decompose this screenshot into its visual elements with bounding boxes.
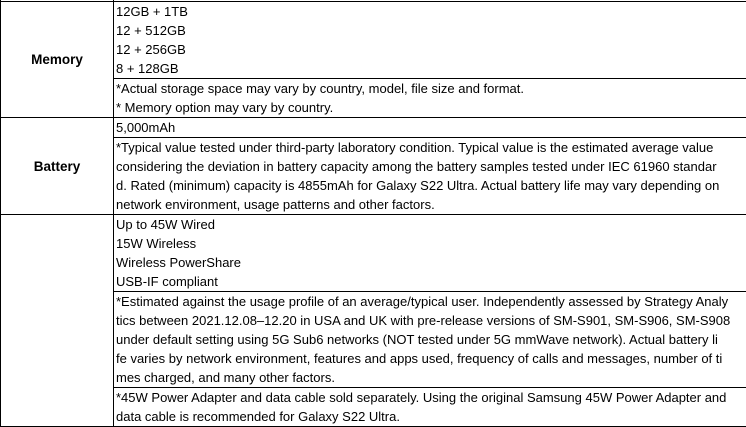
charging-feature: USB-IF compliant <box>114 272 746 291</box>
battery-note-line: *Typical value tested under third-party laboratory condition. Typical value is the estimated average value <box>114 138 746 157</box>
charging-estimate-note <box>114 291 746 387</box>
memory-option: 8 + 128GB <box>114 59 746 78</box>
battery-note-line: d. Rated (minimum) capacity is 4855mAh for Galaxy S22 Ultra. Actual battery life may vary depending on <box>114 176 746 195</box>
table-row <box>1 215 746 427</box>
estimate-note-line: mes charged, and many other factors. <box>114 368 746 387</box>
memory-option: 12 + 256GB <box>114 40 746 59</box>
battery-note <box>114 137 746 214</box>
memory-notes <box>114 78 746 117</box>
charging-feature: 15W Wireless <box>114 234 746 253</box>
battery-note-line: network environment, usage patterns and other factors. <box>114 195 746 214</box>
charging-feature: Up to 45W Wired <box>114 215 746 234</box>
battery-note-line: considering the deviation in battery capacity among the battery samples tested under IEC 61960 standar <box>114 157 746 176</box>
memory-option: 12GB + 1TB <box>114 2 746 21</box>
memory-option: 12 + 512GB <box>114 21 746 40</box>
estimate-note-line: under default setting using 5G Sub6 networks (NOT tested under 5G mmWave network). Actual battery li <box>114 330 746 349</box>
estimate-note-line: tics between 2021.12.08–12.20 in USA and UK with pre-release versions of SM-S901, SM-S906, SM-S908 <box>114 311 746 330</box>
adapter-note-line: data cable is recommended for Galaxy S22 Ultra. <box>114 407 746 426</box>
charging-feature: Wireless PowerShare <box>114 253 746 272</box>
estimate-note-line: *Estimated against the usage profile of an average/typical user. Independently assessed by Strategy Analy <box>114 292 746 311</box>
table-row <box>1 118 746 215</box>
memory-options <box>114 2 746 78</box>
table-row <box>1 2 746 118</box>
memory-note: * Memory option may vary by country. <box>114 98 746 117</box>
charging-adapter-note <box>114 387 746 426</box>
row-label-charging <box>1 215 114 427</box>
memory-note: *Actual storage space may vary by country, model, file size and format. <box>114 79 746 98</box>
memory-cell <box>114 2 746 118</box>
adapter-note-line: *45W Power Adapter and data cable sold separately. Using the original Samsung 45W Power Adapter and <box>114 388 746 407</box>
charging-features <box>114 215 746 291</box>
estimate-note-line: fe varies by network environment, features and apps used, frequency of calls and messages, number of ti <box>114 349 746 368</box>
ai-value <box>114 0 746 1</box>
battery-capacity: 5,000mAh <box>114 118 746 137</box>
battery-cell <box>114 118 746 215</box>
row-label-memory: Memory <box>1 2 114 118</box>
charging-cell <box>114 215 746 427</box>
row-label-battery: Battery <box>1 118 114 215</box>
